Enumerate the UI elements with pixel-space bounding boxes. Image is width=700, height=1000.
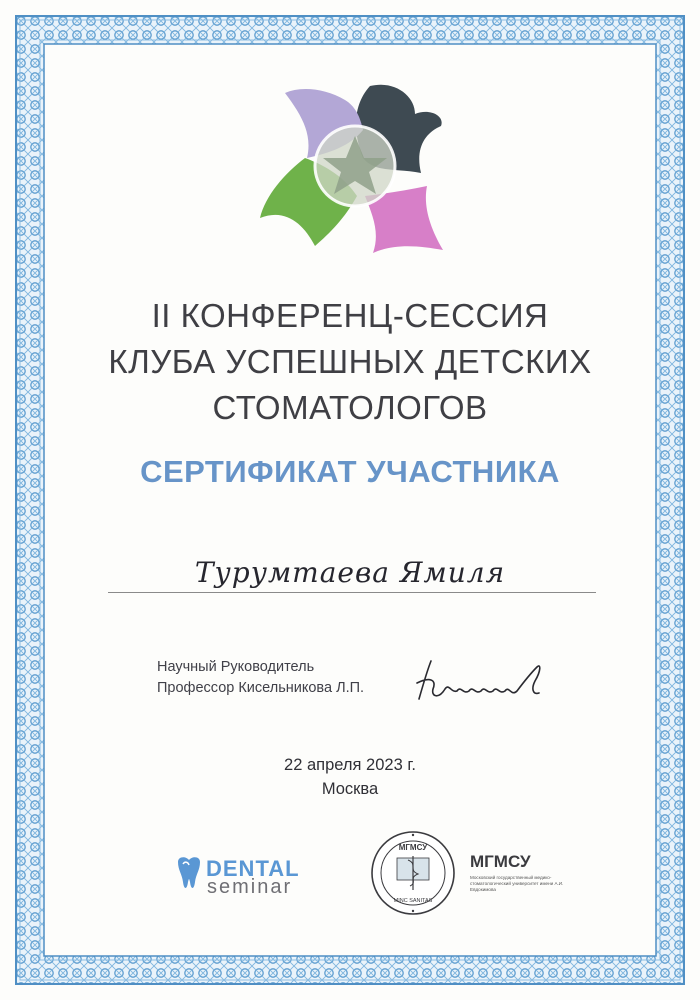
conference-title-line-1: II КОНФЕРЕНЦ-СЕССИЯ (151, 297, 549, 334)
certificate-date: 22 апреля 2023 г. (284, 756, 416, 774)
seal-top-text: МГМСУ (398, 843, 428, 852)
supervisor-role: Научный Руководитель (157, 659, 315, 675)
mgmsu-description: Московский государственный медико-стоматологический университет имени А.И. Евдокимова (470, 875, 564, 892)
name-underline (108, 592, 596, 593)
participant-name: Турумтаева Ямиля (194, 556, 506, 589)
signature (405, 655, 555, 710)
seal-bottom-text: MINC SANITAS (393, 898, 433, 904)
star-emblem-icon (245, 78, 455, 258)
mgmsu-logo-word: МГМСУ (470, 852, 531, 871)
seminar-logo-word: seminar (207, 876, 293, 898)
dental-logo-word: DENTAL (206, 856, 300, 881)
tooth-icon (174, 856, 204, 892)
certificate-city: Москва (321, 780, 379, 798)
supervisor-name: Профессор Кисельникова Л.П. (157, 680, 365, 696)
conference-title-line-2: КЛУБА УСПЕШНЫХ ДЕТСКИХ (108, 343, 592, 380)
university-seal-icon (370, 830, 456, 916)
conference-title-line-3: СТОМАТОЛОГОВ (212, 389, 488, 426)
certificate-title: СЕРТИФИКАТ УЧАСТНИКА (140, 454, 560, 489)
